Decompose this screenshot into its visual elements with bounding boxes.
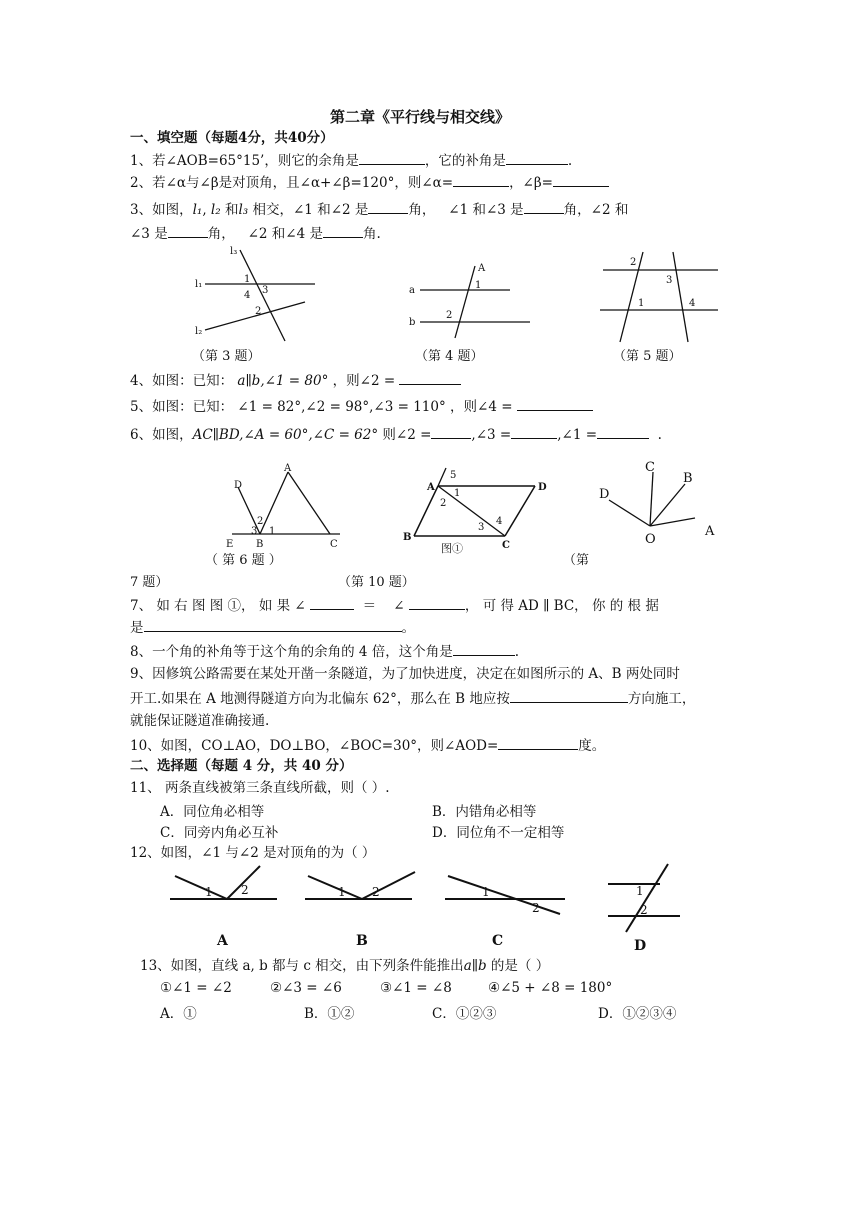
- svg-text:2: 2: [255, 306, 262, 317]
- svg-text:3: 3: [262, 285, 269, 296]
- answer-blank[interactable]: [597, 424, 649, 439]
- condition-13-4: ④∠5 + ∠8 = 180°: [488, 980, 613, 996]
- svg-text:2: 2: [446, 310, 453, 321]
- svg-text:1: 1: [636, 884, 644, 898]
- caption-q7-part1: （第: [563, 553, 590, 568]
- page-title: 第二章《平行线与相交线》: [330, 108, 511, 126]
- svg-text:2: 2: [372, 885, 380, 899]
- answer-blank[interactable]: [409, 595, 465, 610]
- svg-text:1: 1: [205, 885, 213, 899]
- option-13-b[interactable]: B．①②: [304, 1006, 355, 1022]
- question-9-line1: 9、因修筑公路需要在某处开凿一条隧道，为了加快进度，决定在如图所示的 A、B 两处同时: [130, 666, 680, 682]
- option-12-d-label: D: [634, 938, 647, 954]
- question-13: 13、如图，直线 a, b 都与 c 相交，由下列条件能推出a∥b 的是（ ）: [140, 958, 550, 974]
- svg-text:A: A: [705, 524, 715, 539]
- svg-text:C: C: [330, 539, 338, 550]
- answer-blank[interactable]: [323, 223, 363, 238]
- question-3-line2: ∠3 是 角， ∠2 和∠4 是 角.: [130, 223, 381, 244]
- figure-q5: [598, 248, 723, 344]
- svg-text:A: A: [478, 263, 486, 274]
- svg-text:B: B: [403, 532, 412, 543]
- condition-13-1: ①∠1 = ∠2: [160, 980, 232, 996]
- figure-12a[interactable]: [165, 862, 280, 947]
- option-11-c[interactable]: C．同旁内角必互补: [160, 825, 279, 841]
- figure-q6: [220, 462, 360, 552]
- caption-q6: （ 第 6 题 ）: [205, 553, 282, 568]
- option-12-b-label: B: [356, 933, 368, 949]
- section-multiple-choice: 二、选择题（每题 4 分，共 40 分）: [130, 758, 353, 774]
- option-11-a[interactable]: A．同位角必相等: [160, 804, 265, 820]
- question-1: 1、若∠AOB=65°15’，则它的余角是 ，它的补角是 .: [130, 150, 572, 171]
- option-11-b[interactable]: B．内错角必相等: [432, 804, 537, 820]
- svg-text:1: 1: [475, 280, 482, 291]
- svg-text:2: 2: [440, 498, 447, 509]
- option-12-c-label: C: [492, 933, 504, 949]
- option-13-c[interactable]: C．①②③: [432, 1006, 497, 1022]
- option-13-a[interactable]: A．①: [160, 1006, 197, 1022]
- svg-text:3: 3: [666, 275, 673, 286]
- answer-blank[interactable]: [310, 595, 354, 610]
- answer-blank[interactable]: [368, 199, 408, 214]
- answer-blank[interactable]: [453, 172, 509, 187]
- svg-text:2: 2: [532, 901, 540, 915]
- caption-q7-part2: 7 题）: [130, 575, 169, 590]
- question-11: 11、 两条直线被第三条直线所截，则（ ）.: [130, 780, 390, 796]
- figure-12d[interactable]: [600, 860, 690, 952]
- figure-12c[interactable]: [440, 862, 570, 947]
- question-12: 12、如图，∠1 与∠2 是对顶角的为（ ）: [130, 845, 376, 861]
- answer-blank[interactable]: [359, 150, 425, 165]
- svg-text:4: 4: [689, 298, 696, 309]
- option-13-d[interactable]: D．①②③④: [598, 1006, 677, 1022]
- answer-blank[interactable]: [517, 396, 593, 411]
- question-9-line2: 开工.如果在 A 地测得隧道方向为北偏东 62°，那么在 B 地应按 方向施工，: [130, 688, 695, 709]
- question-4: 4、如图：已知： a∥b,∠1 = 80° ，则∠2 =: [130, 370, 461, 391]
- svg-text:2: 2: [241, 883, 249, 897]
- condition-13-3: ③∠1 = ∠8: [380, 980, 452, 996]
- answer-blank[interactable]: [498, 735, 578, 750]
- question-8: 8、一个角的补角等于这个角的余角的 4 倍，这个角是 .: [130, 641, 519, 662]
- svg-text:A: A: [427, 482, 435, 493]
- option-12-a-label: A: [217, 933, 228, 949]
- svg-text:1: 1: [269, 526, 276, 537]
- question-2: 2、若∠α与∠β是对顶角，且∠α+∠β=120°，则∠α= ，∠β=: [130, 172, 609, 193]
- svg-text:b: b: [409, 317, 416, 328]
- svg-text:D: D: [234, 480, 243, 491]
- answer-blank[interactable]: [399, 370, 461, 385]
- svg-text:1: 1: [244, 274, 251, 285]
- svg-text:1: 1: [638, 298, 645, 309]
- question-10: 10、如图，CO⊥AO，DO⊥BO，∠BOC=30°，则∠AOD= 度。: [130, 735, 605, 756]
- figure-q3: [190, 244, 320, 344]
- svg-text:4: 4: [244, 290, 251, 301]
- caption-figure-1: 图①: [441, 542, 463, 555]
- figure-q10: [595, 460, 725, 545]
- svg-text:4: 4: [496, 516, 503, 527]
- figure-12b[interactable]: [300, 862, 415, 947]
- svg-text:B: B: [256, 539, 264, 550]
- question-5: 5、如图：已知： ∠1 = 82°,∠2 = 98°,∠3 = 110° ，则∠4 =: [130, 396, 593, 417]
- answer-blank[interactable]: [144, 617, 402, 632]
- svg-text:1: 1: [338, 885, 346, 899]
- answer-blank[interactable]: [453, 641, 515, 656]
- answer-blank[interactable]: [510, 688, 628, 703]
- caption-q4: （第 4 题）: [415, 349, 484, 364]
- svg-text:D: D: [599, 487, 610, 502]
- svg-text:C: C: [645, 460, 655, 475]
- question-7-reason: 是 。: [130, 617, 415, 638]
- question-9-line3: 就能保证隧道准确接通.: [130, 713, 270, 729]
- answer-blank[interactable]: [511, 424, 557, 439]
- svg-text:1: 1: [482, 885, 490, 899]
- svg-text:B: B: [683, 471, 693, 486]
- svg-text:1: 1: [454, 488, 461, 499]
- svg-text:O: O: [645, 532, 656, 547]
- svg-text:E: E: [226, 539, 234, 550]
- answer-blank[interactable]: [168, 223, 208, 238]
- figure-q4: [405, 262, 535, 344]
- caption-q3: （第 3 题）: [192, 349, 261, 364]
- section-fill-blank: 一、填空题（每题4分，共40分）: [130, 130, 334, 146]
- svg-text:2: 2: [630, 257, 637, 268]
- question-7: 7、 如 右 图 图 ①， 如 果 ∠ ＝ ∠ ， 可 得 AD ∥ BC， 你 的 根 据: [130, 595, 659, 616]
- svg-text:5: 5: [450, 470, 457, 481]
- answer-blank[interactable]: [506, 150, 568, 165]
- svg-text:a: a: [409, 285, 415, 296]
- svg-text:3: 3: [251, 526, 258, 537]
- caption-q5: （第 5 题）: [613, 349, 682, 364]
- svg-text:2: 2: [640, 903, 648, 917]
- condition-13-2: ②∠3 = ∠6: [270, 980, 342, 996]
- caption-q10: （第 10 题）: [338, 575, 415, 590]
- label-l3: l₃: [230, 246, 238, 257]
- svg-text:D: D: [538, 482, 547, 493]
- svg-text:3: 3: [478, 522, 485, 533]
- label-l2: l₂: [195, 326, 203, 337]
- svg-text:C: C: [502, 540, 510, 551]
- answer-blank[interactable]: [431, 424, 471, 439]
- svg-text:2: 2: [257, 516, 264, 527]
- answer-blank[interactable]: [553, 172, 609, 187]
- option-11-d[interactable]: D．同位角不一定相等: [432, 825, 565, 841]
- svg-text:A: A: [284, 463, 292, 474]
- label-l1: l₁: [195, 279, 203, 290]
- question-6: 6、如图，AC∥BD,∠A = 60°,∠C = 62° 则∠2 = ,∠3 = ,∠1 = .: [130, 424, 662, 445]
- question-3-line1: 3、如图，l₁, l₂ 和l₃ 相交，∠1 和∠2 是 角， ∠1 和∠3 是 角，∠2 和: [130, 199, 628, 220]
- answer-blank[interactable]: [524, 199, 564, 214]
